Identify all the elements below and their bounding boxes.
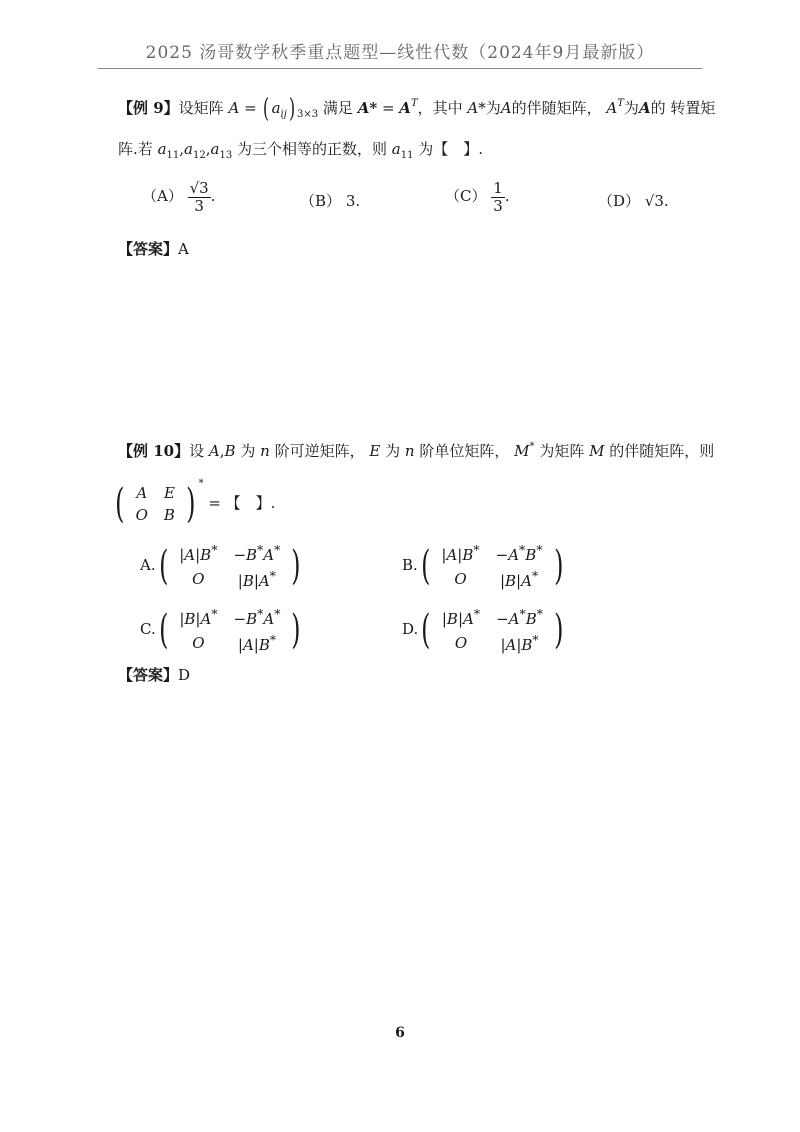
q9-line2: 阵.若 $a_{11},a_{12},a_{13}$ 为三个相等的正数，则 $a_{11}$ 为【 】. <box>118 140 484 161</box>
q10-line1: 【例 10】设 A,B 为 n 阶可逆矩阵， E 为 n 阶单位矩阵， M* 为矩阵 M 的伴随矩阵，则 <box>118 441 715 460</box>
q9-option-b: （B） 3. <box>300 192 361 210</box>
q9-text-e: 的伴随矩阵， <box>511 99 602 117</box>
q9-tag: 【例 9】 <box>118 99 179 117</box>
header-rule <box>98 68 702 69</box>
q9-text-a: 设矩阵 <box>178 99 224 117</box>
page-header: 2025 汤哥数学秋季重点题型—线性代数（2024年9月最新版） <box>145 43 655 63</box>
q10-option-c: C.( |B|A* −B*A* O |A|B* ) <box>140 606 301 654</box>
q10-option-d: D.( |B|A* −A*B* O |A|B* ) <box>402 606 564 654</box>
q9-line2-b: 为三个相等的正数，则 <box>236 140 387 158</box>
q9-answer-value: A <box>178 240 189 258</box>
q10-answer-value: D <box>178 666 191 684</box>
page-number: 6 <box>395 1025 405 1041</box>
q9-line2-c: 为【 】. <box>418 140 484 158</box>
q9-text-g: 的 转置矩 <box>650 99 716 117</box>
q9-text-c: ，其中 <box>417 99 463 117</box>
q9-option-a: （A） $\frac{√3}{3}$ . <box>142 179 216 215</box>
q9-text-f: 为 <box>623 99 639 117</box>
q9-text-b: 满足 <box>322 99 353 117</box>
q10-option-a: A.( |A|B* −B*A* O |B|A* ) <box>140 542 301 590</box>
q9-text-d: 为 <box>485 99 501 117</box>
q9-line2-a: 阵.若 <box>118 140 153 158</box>
q10-block-matrix: ( A E O B ) * = 【 】. <box>115 478 276 527</box>
q10-tag: 【例 10】 <box>118 442 190 460</box>
q10-eq-tail: = 【 】. <box>208 494 276 512</box>
q9-line1: 【例 9】设矩阵 A = ( $a_{ij}$) $_{3\times 3}$ 满足 $A* = A^T$，其中 A*为A的伴随矩阵， $A^T$为A的 转置矩 <box>118 94 716 124</box>
q9-option-c: （C） $\frac{1}{3}$ . <box>445 179 510 215</box>
q9-option-d: （D） √3. <box>598 192 669 210</box>
q10-option-b: B.( |A|B* −A*B* O |B|A* ) <box>402 542 564 590</box>
q10-answer: 【答案】D <box>118 666 191 684</box>
q9-answer: 【答案】A <box>118 240 189 258</box>
